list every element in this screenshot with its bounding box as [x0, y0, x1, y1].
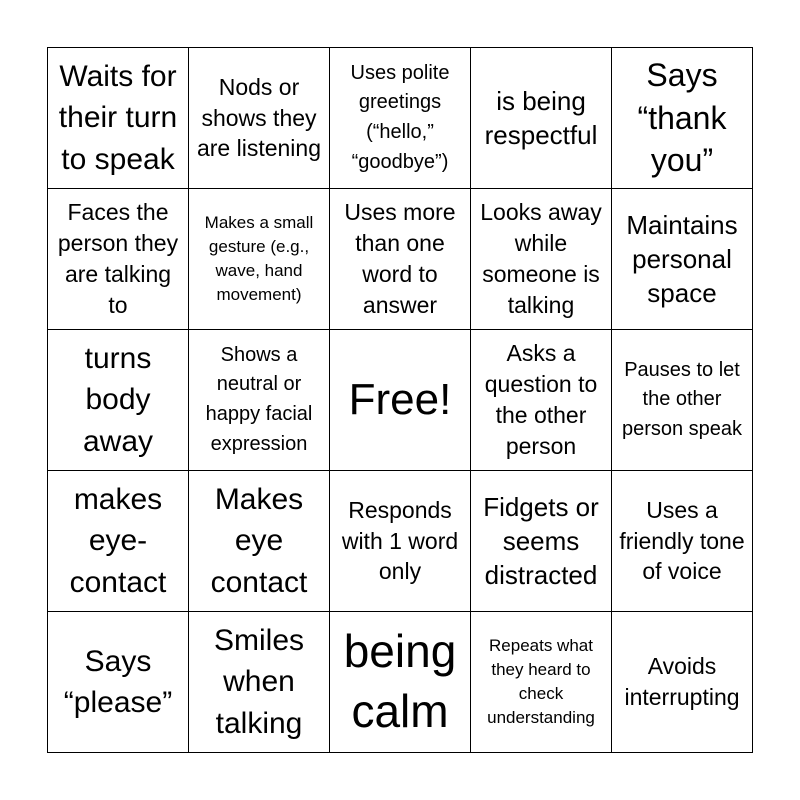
bingo-square[interactable]	[48, 471, 189, 612]
bingo-square[interactable]	[330, 471, 471, 612]
bingo-square-label: Uses a friendly tone of voice	[619, 496, 745, 585]
bingo-square-label: Waits for their turn to speak	[58, 59, 178, 176]
free-square-label: Free!	[348, 374, 452, 424]
bingo-square-label: makes eye-contact	[69, 482, 167, 599]
bingo-square-label: turns body away	[82, 341, 154, 458]
bingo-square-label: Repeats what they heard to check understanding	[487, 635, 595, 728]
bingo-square[interactable]	[612, 48, 753, 189]
bingo-square[interactable]	[330, 48, 471, 189]
bingo-square-label: Shows a neutral or happy facial expression	[205, 343, 313, 455]
bingo-square-label: Looks away while someone is talking	[480, 199, 602, 318]
bingo-square[interactable]	[48, 189, 189, 330]
bingo-square[interactable]	[189, 612, 330, 753]
bingo-square-label: Fidgets or seems distracted	[483, 491, 599, 591]
bingo-square-label: Responds with 1 word only	[341, 496, 459, 585]
bingo-square-label: being calm	[343, 625, 457, 737]
bingo-square[interactable]	[612, 189, 753, 330]
bingo-square[interactable]	[471, 189, 612, 330]
bingo-square[interactable]	[48, 330, 189, 471]
bingo-square-label: Says “please”	[63, 644, 173, 719]
bingo-square[interactable]	[612, 471, 753, 612]
bingo-square-label: Uses more than one word to answer	[344, 199, 456, 318]
bingo-square[interactable]	[189, 189, 330, 330]
bingo-square-label: Smiles when talking	[213, 623, 304, 740]
bingo-board	[47, 47, 753, 753]
bingo-square[interactable]	[612, 612, 753, 753]
bingo-square-label: Maintains personal space	[626, 209, 738, 309]
bingo-square-label: Makes eye contact	[210, 482, 308, 599]
bingo-square[interactable]	[330, 189, 471, 330]
bingo-square-label: is being respectful	[484, 85, 598, 150]
bingo-square-label: Pauses to let the other person speak	[621, 358, 743, 440]
free-square[interactable]	[330, 330, 471, 471]
bingo-square-label: Makes a small gesture (e.g., wave, hand movement)	[204, 212, 314, 305]
bingo-square-label: Avoids interrupting	[624, 653, 740, 710]
bingo-square[interactable]	[330, 612, 471, 753]
bingo-square[interactable]	[189, 471, 330, 612]
bingo-square-label: Nods or shows they are listening	[196, 73, 322, 162]
bingo-square[interactable]	[471, 330, 612, 471]
bingo-square-label: Asks a question to the other person	[484, 340, 598, 459]
bingo-square[interactable]	[189, 48, 330, 189]
bingo-square[interactable]	[48, 48, 189, 189]
bingo-square-label: Uses polite greetings (“hello,” “goodbye”)	[350, 61, 450, 173]
bingo-square[interactable]	[471, 471, 612, 612]
bingo-square[interactable]	[189, 330, 330, 471]
bingo-square[interactable]	[612, 330, 753, 471]
bingo-square[interactable]	[48, 612, 189, 753]
bingo-square-label: Says “thank you”	[637, 56, 727, 179]
bingo-square-label: Faces the person they are talking to	[57, 199, 179, 318]
bingo-square[interactable]	[471, 48, 612, 189]
bingo-square[interactable]	[471, 612, 612, 753]
